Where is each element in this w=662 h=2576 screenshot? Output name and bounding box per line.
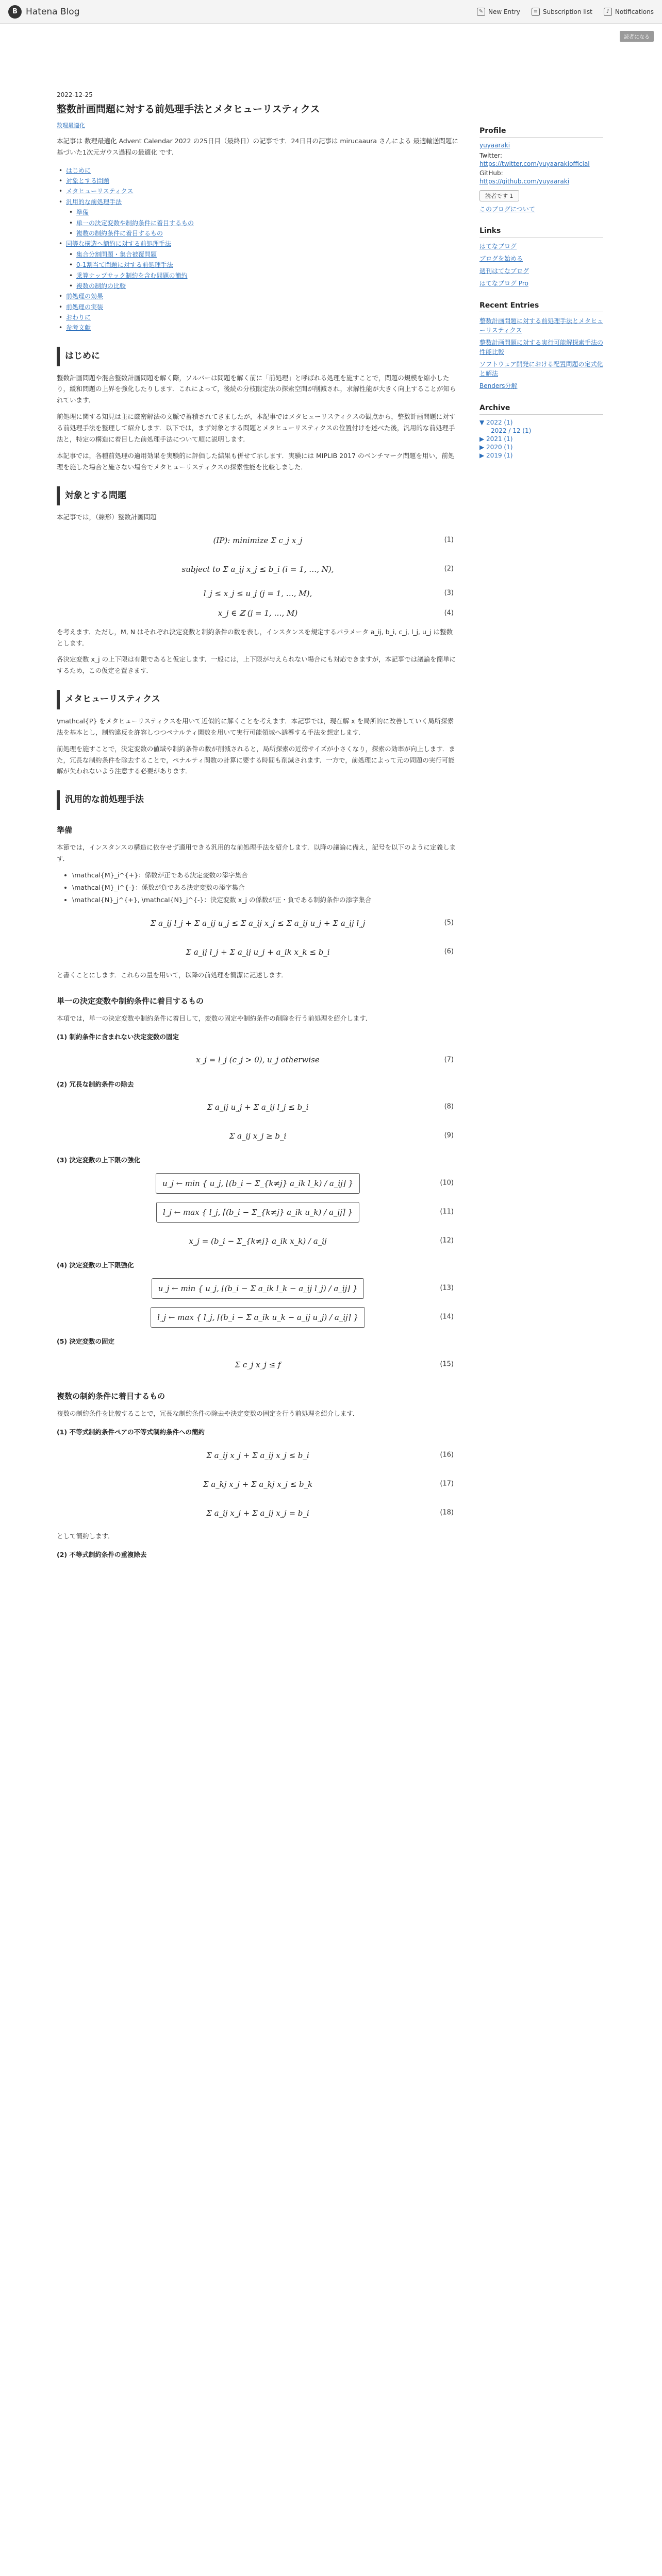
toc-item[interactable]: • おわりに bbox=[57, 312, 459, 323]
subsubsection-heading: (1) 制約条件に含まれない決定変数の固定 bbox=[57, 1032, 179, 1041]
sidebar-link[interactable]: ブログを始める bbox=[479, 255, 523, 262]
equation bbox=[57, 912, 459, 935]
toc-item[interactable]: • 集合分割問題・集合被覆問題 bbox=[67, 249, 459, 260]
equation-text: subject to Σ a_ij x_j ≤ b_i (i = 1, …, N), bbox=[181, 565, 334, 574]
paragraph: 本項では，単一の決定変数や制約条件に着目して，変数の固定や制約条件の削除を行う前処理を紹介します． bbox=[57, 1014, 372, 1022]
list-item: • \mathcal{N}_j^{+}, \mathcal{N}_j^{-}：決定変数 x_j の係数が正・負である制約条件の添字集合 bbox=[72, 894, 459, 906]
equation bbox=[57, 941, 459, 963]
equation-number: (9) bbox=[444, 1132, 454, 1140]
paragraph: として簡約します． bbox=[57, 1532, 114, 1540]
subsubsection-heading: (3) 決定変数の上下限の強化 bbox=[57, 1156, 140, 1164]
twitter-link[interactable]: https://twitter.com/yuyaarakiofficial bbox=[479, 160, 590, 167]
logo-text: Hatena Blog bbox=[26, 6, 80, 17]
subscribe-banner-button[interactable]: 読者になる bbox=[620, 31, 654, 42]
toc-item[interactable]: • 乗算ナップサック制約を含む問題の簡約 bbox=[67, 270, 459, 281]
equation-text: Σ a_ij l_j + Σ a_ij u_j ≤ Σ a_ij x_j ≤ Σ a_ij u_j + Σ a_ij l_j bbox=[150, 918, 366, 928]
toc-item[interactable]: • 準備 bbox=[67, 207, 459, 217]
profile-name-link[interactable]: yuyaaraki bbox=[479, 142, 510, 149]
hatena-logo-icon: B bbox=[8, 5, 22, 19]
toc-item[interactable]: • 対象とする問題 bbox=[57, 176, 459, 186]
equation-text: x_j = l_j (c_j > 0), u_j otherwise bbox=[196, 1055, 320, 1065]
github-label: GitHub: bbox=[479, 170, 503, 177]
section-heading-problem: 対象とする問題 bbox=[57, 486, 459, 506]
sidebar-archive bbox=[479, 404, 603, 459]
recent-entry-link[interactable]: ソフトウェア開発における配置問題の定式化と解法 bbox=[479, 361, 603, 377]
archive-year-link[interactable]: ▶ 2021 (1) bbox=[479, 435, 513, 443]
subscription-list-label: Subscription list bbox=[542, 8, 592, 15]
paragraph: 整数計画問題や混合整数計画問題を解く際，ソルバーは問題を解く前に「前処理」と呼ばれる処理を施すことで，問題の規模を縮小したり，緩和問題の上界を強化したりします．これによって，後続の分枝限定法の探索空間が削減され，求解性能が大きく向上することが知られています． bbox=[57, 374, 456, 404]
toc-item[interactable]: • 複数の制約条件に着目するもの bbox=[67, 228, 459, 239]
paragraph: 本節では，インスタンスの構造に依存せず適用できる汎用的な前処理手法を紹介します．以降の議論に備え，記号を以下のように定義します． bbox=[57, 843, 456, 863]
equation bbox=[57, 1277, 459, 1300]
paragraph: と書くことにします．これらの量を用いて，以降の前処理を簡潔に記述します． bbox=[57, 971, 288, 979]
site-logo[interactable] bbox=[8, 5, 80, 19]
recent-heading: Recent Entries bbox=[479, 301, 603, 312]
paragraph: 各決定変数 x_j の上下限は有限であると仮定します．一般には，上下限が与えられない場合にも対応できますが，本記事では議論を簡単にするため，この仮定を置きます． bbox=[57, 655, 456, 675]
equation bbox=[57, 1201, 459, 1224]
equation bbox=[57, 558, 459, 581]
equation-text: l_j ≤ x_j ≤ u_j (j = 1, …, M), bbox=[203, 589, 312, 599]
subsubsection-heading: (2) 冗長な制約条件の除去 bbox=[57, 1080, 134, 1088]
section-heading-intro: はじめに bbox=[57, 347, 459, 366]
entry-date[interactable]: 2022-12-25 bbox=[57, 91, 93, 98]
equation-text: Σ a_ij l_j + Σ a_ij u_j + a_ik x_k ≤ b_i bbox=[186, 947, 330, 957]
equation-text: Σ a_ij x_j + Σ a_ij x_j = b_i bbox=[206, 1508, 309, 1518]
subscription-list-link[interactable] bbox=[532, 8, 592, 16]
pencil-icon: ✎ bbox=[477, 8, 485, 16]
reader-button[interactable] bbox=[479, 190, 519, 201]
twitter-label: Twitter: bbox=[479, 152, 503, 159]
toc-item[interactable]: • 汎用的な前処理手法 bbox=[57, 197, 459, 207]
equation-text: (IP): minimize Σ c_j x_j bbox=[213, 536, 303, 546]
equation-text: l_j ← max { l_j, ⌈(b_i − Σ a_ik u_k − a_ij u_j) / a_ij⌉ } bbox=[151, 1307, 365, 1328]
equation bbox=[57, 1096, 459, 1118]
sidebar-link[interactable]: 週刊はてなブログ bbox=[479, 267, 529, 275]
equation-number: (1) bbox=[444, 536, 454, 544]
toc-item[interactable]: • 前処理の実装 bbox=[57, 302, 459, 312]
subsection-heading-prep: 準備 bbox=[57, 825, 73, 835]
equation-number: (6) bbox=[444, 947, 454, 956]
equation-text: u_j ← min { u_j, ⌊(b_i − Σ_{k≠j} a_ik l_k) / a_ij⌋ } bbox=[156, 1173, 360, 1194]
entry-title[interactable]: 整数計画問題に対する前処理手法とメタヒューリスティクス bbox=[57, 104, 320, 115]
equation-number: (12) bbox=[440, 1236, 454, 1245]
equation bbox=[57, 606, 459, 620]
reader-button-label: 読者です bbox=[485, 193, 508, 199]
subsubsection-heading: (2) 不等式制約条件の重複除去 bbox=[57, 1550, 147, 1558]
github-link[interactable]: https://github.com/yuyaaraki bbox=[479, 178, 570, 185]
toc-item[interactable]: • 前処理の効果 bbox=[57, 291, 459, 301]
reader-count: 1 bbox=[509, 193, 514, 199]
toc-item[interactable]: • 単一の決定変数や制約条件に着目するもの bbox=[67, 218, 459, 228]
equation-number: (8) bbox=[444, 1103, 454, 1111]
profile-heading: Profile bbox=[479, 127, 603, 138]
paragraph: \mathcal{P} をメタヒューリスティクスを用いて近似的に解くことを考えます．本記事では，現在解 x を局所的に改善していく局所探索法を基本とし，制約違反を許容しつつペナルティ関数を用いて実行可能領域へ誘導する手法を想定します． bbox=[57, 717, 454, 736]
recent-list bbox=[479, 316, 603, 391]
equation-text: x_j ∈ ℤ (j = 1, …, M) bbox=[218, 608, 298, 618]
paragraph: 本記事では，各種前処理の適用効果を実験的に評価した結果も併せて示します．実験には MIPLIB 2017 のベンチマーク問題を用い，前処理を施した場合と施さない場合でメタヒューリスティクスの探索性能を比較しました． bbox=[57, 451, 455, 471]
equation-text: Σ c_j x_j ≤ f bbox=[235, 1360, 281, 1369]
new-entry-label: New Entry bbox=[488, 8, 520, 15]
sidebar-recent-entries bbox=[479, 301, 603, 391]
equation-text: l_j ← max { l_j, ⌈(b_i − Σ_{k≠j} a_ik u_k) / a_ij⌉ } bbox=[156, 1202, 359, 1223]
equation bbox=[57, 529, 459, 552]
bell-icon: ♪ bbox=[604, 8, 612, 16]
equation bbox=[57, 1306, 459, 1329]
subsubsection-heading: (4) 決定変数の上下限強化 bbox=[57, 1261, 134, 1269]
equation-number: (18) bbox=[440, 1509, 454, 1517]
toc-item[interactable]: • はじめに bbox=[57, 165, 459, 176]
equation-number: (16) bbox=[440, 1451, 454, 1459]
equation-number: (17) bbox=[440, 1480, 454, 1488]
archive-heading: Archive bbox=[479, 404, 603, 415]
top-navigation-bar bbox=[0, 0, 662, 24]
equation bbox=[57, 1172, 459, 1195]
list-icon: ≡ bbox=[532, 8, 540, 16]
toc-item[interactable]: • メタヒューリスティクス bbox=[57, 186, 459, 196]
notifications-label: Notifications bbox=[615, 8, 654, 15]
section-heading-general: 汎用的な前処理手法 bbox=[57, 790, 459, 810]
list-item: • \mathcal{M}_i^{-}：係数が負である決定変数の添字集合 bbox=[72, 882, 459, 893]
equation-text: Σ a_kj x_j + Σ a_kj x_j ≤ b_k bbox=[203, 1479, 313, 1489]
archive-month-link[interactable]: 2022 / 12 (1) bbox=[491, 427, 532, 434]
equation-number: (5) bbox=[444, 919, 454, 927]
equation-number: (7) bbox=[444, 1056, 454, 1064]
equation bbox=[57, 1125, 459, 1147]
notifications-link[interactable] bbox=[604, 8, 654, 16]
equation bbox=[57, 587, 459, 600]
equation-number: (15) bbox=[440, 1360, 454, 1368]
equation-number: (2) bbox=[444, 565, 454, 573]
toc-item[interactable]: • 同等な構造へ簡約に対する前処理手法 bbox=[57, 239, 459, 249]
links-heading: Links bbox=[479, 227, 603, 238]
equation bbox=[57, 1502, 459, 1524]
section-heading-metaheuristics: メタヒューリスティクス bbox=[57, 690, 459, 709]
subsubsection-heading: (5) 決定変数の固定 bbox=[57, 1337, 114, 1346]
intro-paragraph: 本記事は 数理最適化 Advent Calendar 2022 の25日目（最終日）の記事です．24日目の記事は mirucaaura さんによる 最適輸送問題に基づいた1次元ガウス過程の最適化 です． bbox=[57, 137, 458, 156]
top-nav bbox=[477, 8, 654, 16]
equation bbox=[57, 1353, 459, 1376]
sidebar-link[interactable]: はてなブログ Pro bbox=[479, 280, 528, 287]
recent-entry-link[interactable]: 整数計画問題に対する実行可能解探索手法の性能比較 bbox=[479, 339, 604, 355]
equation-number: (13) bbox=[440, 1284, 454, 1292]
entry-intro bbox=[57, 135, 459, 158]
archive-year-link[interactable]: ▼ 2022 (1) bbox=[479, 419, 513, 426]
subsection-heading-single: 単一の決定変数や制約条件に着目するもの bbox=[57, 996, 204, 1006]
subsubsection-heading: (1) 不等式制約条件ペアの不等式制約条件への簡約 bbox=[57, 1428, 205, 1436]
equation bbox=[57, 1230, 459, 1252]
archive-year-link[interactable]: ▶ 2019 (1) bbox=[479, 452, 513, 459]
equation-number: (3) bbox=[444, 589, 454, 597]
new-entry-link[interactable] bbox=[477, 8, 520, 16]
paragraph: を考えます．ただし，M, N はそれぞれ決定変数と制約条件の数を表し，インスタンスを規定するパラメータ a_ij, b_i, c_j, l_j, u_j は整数とします． bbox=[57, 628, 453, 647]
recent-entry-link[interactable]: Benders分解 bbox=[479, 382, 518, 389]
equation-number: (11) bbox=[440, 1208, 454, 1216]
equation-text: u_j ← min { u_j, ⌊(b_i − Σ a_ik l_k − a_ij l_j) / a_ij⌋ } bbox=[152, 1278, 365, 1299]
equation-number: (10) bbox=[440, 1179, 454, 1187]
equation bbox=[57, 1473, 459, 1496]
archive-year-link[interactable]: ▶ 2020 (1) bbox=[479, 444, 513, 451]
equation bbox=[57, 1444, 459, 1467]
paragraph: 前処理を施すことで，決定変数の値域や制約条件の数が削減されると，局所探索の近傍サイズが小さくなり，探索の効率が向上します．また，冗長な制約条件を除去することで，ペナルティ関数の計算に要する時間も削減されます．一方で，前処理によって元の問題の実行可能解が失われないよう注意する必要があります． bbox=[57, 744, 455, 775]
sidebar bbox=[479, 24, 603, 1564]
equation-text: Σ a_ij x_j + Σ a_ij x_j ≤ b_i bbox=[206, 1450, 309, 1460]
paragraph: 本記事では，（線形）整数計画問題 bbox=[57, 513, 157, 521]
equation bbox=[57, 1049, 459, 1072]
toc-item[interactable]: • 複数の制約の比較 bbox=[67, 281, 459, 291]
equation-text: Σ a_ij x_j ≥ b_i bbox=[229, 1131, 287, 1141]
equation-number: (4) bbox=[444, 609, 454, 617]
equation-text: x_j = (b_i − Σ_{k≠j} a_ik x_k) / a_ij bbox=[189, 1236, 327, 1246]
sidebar-link[interactable]: はてなブログ bbox=[479, 243, 517, 250]
archive-list bbox=[479, 419, 603, 459]
subsection-heading-multi: 複数の制約条件に着目するもの bbox=[57, 1392, 166, 1401]
paragraph: 複数の制約条件を比較することで，冗長な制約条件の除去や決定変数の固定を行う前処理を紹介します． bbox=[57, 1410, 359, 1418]
paragraph: 前処理に関する知見は主に厳密解法の文脈で蓄積されてきましたが，本記事ではメタヒューリスティクスの観点から，整数計画問題に対する前処理手法を整理して紹介します．以下では，まず対象とする問題とメタヒューリスティクスの位置付けを述べた後，汎用的な前処理手法と，特定の構造に着目した前処理手法について順に説明します． bbox=[57, 413, 456, 443]
links-list bbox=[479, 242, 603, 288]
recent-entry-link[interactable]: 整数計画問題に対する前処理手法とメタヒューリスティクス bbox=[479, 317, 604, 334]
list-item: • \mathcal{M}_i^{+}：係数が正である決定変数の添字集合 bbox=[72, 870, 459, 881]
article bbox=[57, 24, 459, 1564]
definition-list bbox=[57, 870, 459, 906]
sidebar-profile bbox=[479, 127, 603, 213]
equation-text: Σ a_ij u_j + Σ a_ij l_j ≤ b_i bbox=[207, 1103, 309, 1112]
toc-item[interactable]: • 0-1割当て問題に対する前処理手法 bbox=[67, 260, 459, 270]
table-of-contents bbox=[57, 165, 459, 333]
about-blog-link[interactable]: このブログについて bbox=[479, 206, 535, 213]
sidebar-links bbox=[479, 227, 603, 288]
equation-number: (14) bbox=[440, 1313, 454, 1321]
entry-category[interactable]: 数理最適化 bbox=[57, 122, 85, 129]
toc-item[interactable]: • 参考文献 bbox=[57, 323, 459, 333]
